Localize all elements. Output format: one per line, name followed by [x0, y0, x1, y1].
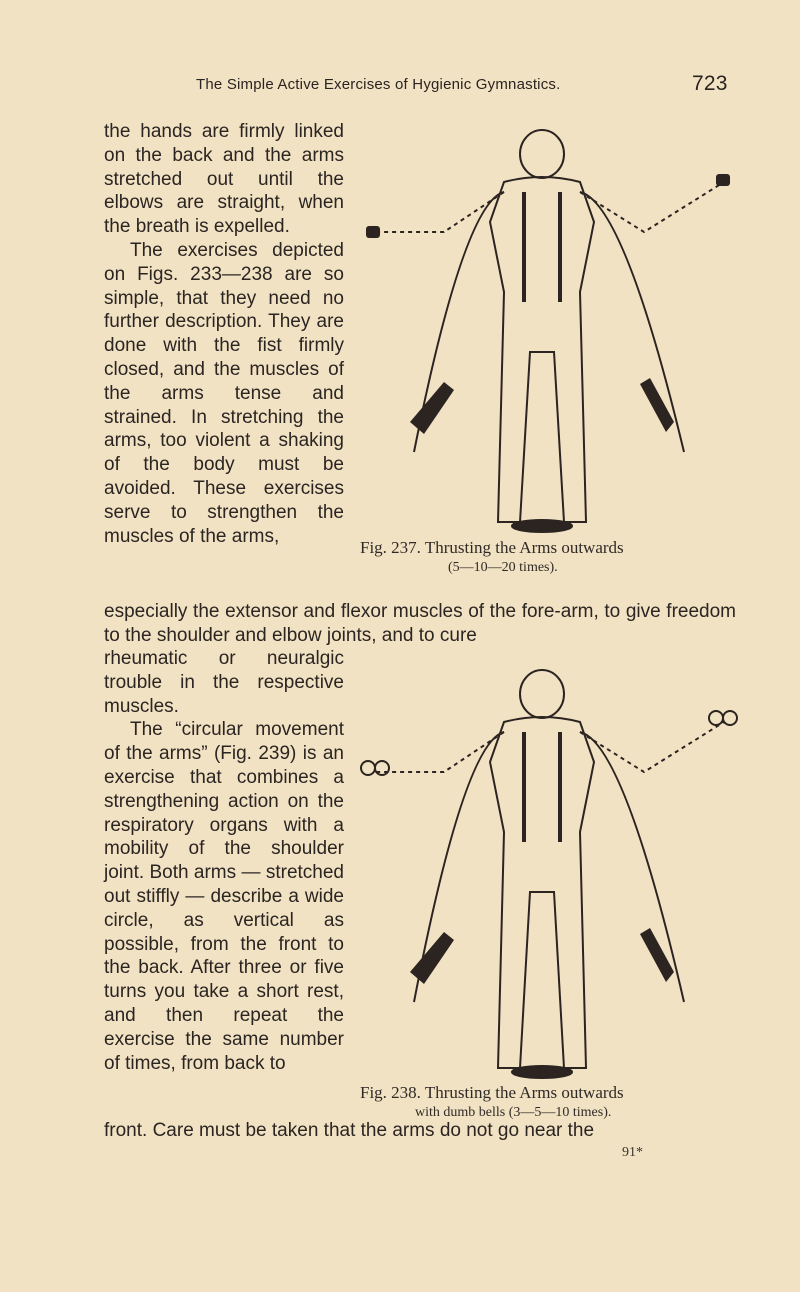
figure-238-caption [360, 1083, 750, 1123]
figure-head [520, 670, 564, 718]
text-column-bottom [104, 647, 344, 1075]
caption-238-title: Fig. 238. Thrusting the Arms outwards [360, 1083, 624, 1102]
full-width-line [104, 600, 736, 648]
figure-238-illustration [354, 662, 744, 1080]
caption-238-detail: with dumb bells (3—5—10 times). [415, 1105, 612, 1120]
paragraph-1: the hands are firmly linked on the back and the arms stretched out until the elbows are straight, when the breath is expelled. [104, 121, 344, 238]
right-arm-dotted [580, 722, 724, 772]
figure-body [490, 177, 594, 522]
paragraph-3-end: front. Care must be taken that the arms do not go near the [104, 1120, 595, 1141]
right-arm [580, 732, 684, 1002]
figure-237-illustration [354, 122, 744, 534]
text-column-top [104, 120, 344, 548]
figure-head [520, 130, 564, 178]
paragraph-2: The exercises depicted on Figs. 233—238 are so simple, that they need no further description. They are done with the fist firmly closed, and the muscles of the arms tense and strained. In stretching the arms, too violent a shaking of the body must be avoided. These exercises serve to strengthen the muscles of the arms, [104, 239, 344, 547]
printer-signature: 91* [622, 1145, 643, 1160]
figure-body [490, 717, 594, 1068]
dumb-bell-right [709, 711, 723, 725]
paragraph-2-end: rheumatic or neuralgic trouble in the respective muscles. [104, 648, 344, 717]
caption-237-detail: (5—10—20 times). [448, 560, 558, 575]
dumb-bell-left [361, 761, 375, 775]
paragraph-2-continued: especially the extensor and flexor muscles of the fore-arm, to give freedom to the shoulder and elbow joints, and to cure [104, 601, 736, 646]
left-arm-dotted [374, 192, 504, 232]
running-title: The Simple Active Exercises of Hygienic Gymnastics. [196, 76, 561, 93]
page-number: 723 [692, 72, 728, 95]
right-arm-dotted [580, 182, 724, 232]
paragraph-3: The “circular movement of the arms” (Fig. 239) is an exercise that combines a strengthening action on the respiratory organs with a mobility of the shoulder joint. Both arms — stretched out stiffly — describe a wide circle, as vertical as possible, from the front to the back. After three or five turns you take a short rest, and then repeat the exercise the same number of times, from back to [104, 719, 344, 1074]
figure-237-caption [360, 538, 750, 578]
caption-237-title: Fig. 237. Thrusting the Arms outwards [360, 538, 624, 557]
